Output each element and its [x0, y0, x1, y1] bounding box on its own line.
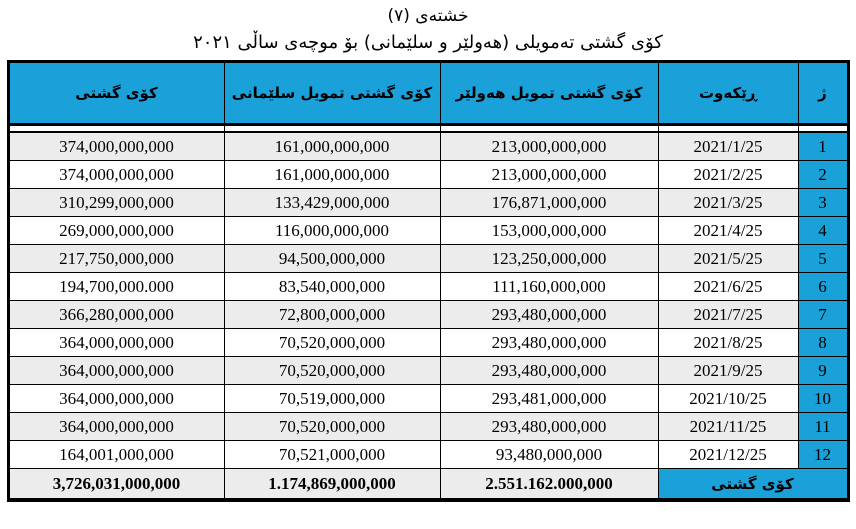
- cell-no: 6: [798, 273, 848, 301]
- table-header: [8, 62, 848, 133]
- cell-no: 8: [798, 329, 848, 357]
- header-separator: [8, 125, 848, 133]
- table-row: [8, 385, 848, 413]
- cell-no: 11: [798, 413, 848, 441]
- footer-slemani-total: 1.174,869,000,000: [224, 469, 440, 501]
- cell-hewler: 213,000,000,000: [440, 132, 658, 161]
- header-date: ڕێکەوت: [658, 62, 798, 125]
- table-row: [8, 273, 848, 301]
- cell-no: 7: [798, 301, 848, 329]
- table-footer: [8, 469, 848, 501]
- table-row: [8, 161, 848, 189]
- cell-total: 310,299,000,000: [8, 189, 224, 217]
- cell-hewler: 293,480,000,000: [440, 413, 658, 441]
- footer-label: کۆی گشتی: [658, 469, 848, 501]
- header-no: ژ: [798, 62, 848, 125]
- cell-slemani: 70,520,000,000: [224, 329, 440, 357]
- cell-total: 364,000,000,000: [8, 329, 224, 357]
- cell-hewler: 176,871,000,000: [440, 189, 658, 217]
- table-row: [8, 217, 848, 245]
- cell-no: 10: [798, 385, 848, 413]
- cell-no: 5: [798, 245, 848, 273]
- cell-no: 2: [798, 161, 848, 189]
- cell-hewler: 293,480,000,000: [440, 357, 658, 385]
- cell-date: 2021/8/25: [658, 329, 798, 357]
- header-hewler: کۆی گشتی تمویل هەولێر: [440, 62, 658, 125]
- cell-slemani: 161,000,000,000: [224, 161, 440, 189]
- cell-total: 364,000,000,000: [8, 413, 224, 441]
- cell-date: 2021/6/25: [658, 273, 798, 301]
- cell-total: 217,750,000,000: [8, 245, 224, 273]
- cell-date: 2021/11/25: [658, 413, 798, 441]
- cell-slemani: 70,521,000,000: [224, 441, 440, 469]
- cell-no: 3: [798, 189, 848, 217]
- cell-slemani: 70,519,000,000: [224, 385, 440, 413]
- cell-slemani: 116,000,000,000: [224, 217, 440, 245]
- cell-date: 2021/5/25: [658, 245, 798, 273]
- cell-no: 12: [798, 441, 848, 469]
- cell-hewler: 293,481,000,000: [440, 385, 658, 413]
- cell-date: 2021/1/25: [658, 132, 798, 161]
- table-row: [8, 413, 848, 441]
- cell-hewler: 293,480,000,000: [440, 329, 658, 357]
- cell-slemani: 94,500,000,000: [224, 245, 440, 273]
- cell-hewler: 213,000,000,000: [440, 161, 658, 189]
- table-row: [8, 301, 848, 329]
- cell-hewler: 293,480,000,000: [440, 301, 658, 329]
- cell-no: 1: [798, 132, 848, 161]
- cell-hewler: 153,000,000,000: [440, 217, 658, 245]
- cell-total: 366,280,000,000: [8, 301, 224, 329]
- cell-no: 4: [798, 217, 848, 245]
- cell-no: 9: [798, 357, 848, 385]
- caption-line-2: کۆی گشتی تەمویلی (هەولێر و سلێمانی) بۆ موچەی ساڵی ٢٠٢١: [193, 32, 663, 53]
- cell-slemani: 70,520,000,000: [224, 413, 440, 441]
- cell-total: 164,001,000,000: [8, 441, 224, 469]
- cell-total: 194,700,000.000: [8, 273, 224, 301]
- footer-row: [8, 469, 848, 501]
- cell-total: 374,000,000,000: [8, 132, 224, 161]
- header-row: [8, 62, 848, 125]
- cell-total: 374,000,000,000: [8, 161, 224, 189]
- cell-slemani: 70,520,000,000: [224, 357, 440, 385]
- header-total: کۆی گشتی: [8, 62, 224, 125]
- table-caption: [0, 0, 856, 57]
- table-row: [8, 357, 848, 385]
- table-row: [8, 132, 848, 161]
- cell-date: 2021/4/25: [658, 217, 798, 245]
- cell-date: 2021/2/25: [658, 161, 798, 189]
- table-row: [8, 189, 848, 217]
- table-row: [8, 245, 848, 273]
- cell-date: 2021/7/25: [658, 301, 798, 329]
- caption-line-1: خشتەی (٧): [387, 6, 469, 26]
- cell-hewler: 111,160,000,000: [440, 273, 658, 301]
- cell-slemani: 133,429,000,000: [224, 189, 440, 217]
- header-slemani: کۆی گشتی تمویل سلێمانی: [224, 62, 440, 125]
- cell-hewler: 93,480,000,000: [440, 441, 658, 469]
- footer-grand-total: 3,726,031,000,000: [8, 469, 224, 501]
- cell-date: 2021/10/25: [658, 385, 798, 413]
- cell-total: 364,000,000,000: [8, 385, 224, 413]
- cell-date: 2021/12/25: [658, 441, 798, 469]
- cell-slemani: 72,800,000,000: [224, 301, 440, 329]
- table-body: [8, 132, 848, 469]
- cell-date: 2021/9/25: [658, 357, 798, 385]
- cell-total: 269,000,000,000: [8, 217, 224, 245]
- table-row: [8, 329, 848, 357]
- funding-table: [7, 60, 850, 502]
- cell-slemani: 161,000,000,000: [224, 132, 440, 161]
- footer-hewler-total: 2.551.162.000,000: [440, 469, 658, 501]
- table-row: [8, 441, 848, 469]
- cell-date: 2021/3/25: [658, 189, 798, 217]
- cell-hewler: 123,250,000,000: [440, 245, 658, 273]
- cell-slemani: 83,540,000,000: [224, 273, 440, 301]
- cell-total: 364,000,000,000: [8, 357, 224, 385]
